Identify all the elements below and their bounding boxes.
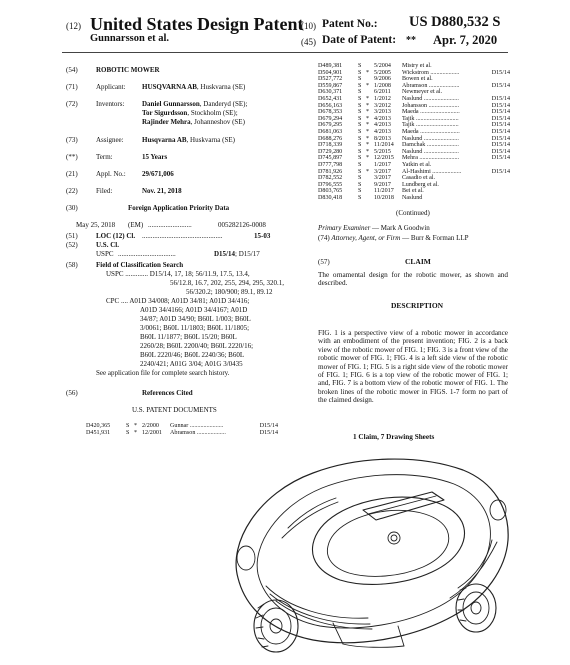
term-value: 15 Years [142,153,168,161]
code-56: (56) [66,389,78,397]
code-71: (71) [66,83,78,91]
inventor-2: Tor Sigurdsson, Stockholm (SE); [142,109,238,117]
patent-date: Apr. 7, 2020 [433,33,498,47]
ref-row: D796,555 S 9/2017 Lundberg et al. [318,181,439,188]
code-58: (58) [66,261,78,269]
patent-type: United States Design Patent [90,14,304,34]
loc-dots: .............................................. [142,232,223,240]
priority-office: (EM) [128,221,144,229]
ref-row: D679,295 S * 4/2013 Tajik ............................ D15/14 [318,122,510,129]
search-line-11: 2240/421; A01G 3/04; A01G 3/0435 [140,360,243,368]
search-line-7: 3/0061; B60L 11/1803; B60L 11/1805; [140,324,250,332]
ref-row: D681,063 S * 4/2013 Maeda .......................... D15/14 [318,128,510,135]
header-rule [62,52,508,53]
attorney-name: — Burr & Forman LLP [400,234,469,242]
search-line-8: B60L 11/1877; B60L 15/20; B60L [140,333,237,341]
ref-row: D781,926 S * 3/2017 Al-Hashimi ................... D15/14 [318,168,510,175]
ref-row: D830,418 S 10/2018 Naslund [318,194,423,201]
date-label: Date of Patent: [322,34,397,46]
ref-row: D782,552 S 3/2017 Casadio et al. [318,175,435,182]
search-line-2: 56/12.8, 16.7, 202, 255, 294, 295, 320.1, [170,279,284,287]
search-line-9: 2260/28; B60L 2200/40; B60L 2220/16; [140,342,254,350]
appl-no-value: 29/671,006 [142,170,174,178]
code-30: (30) [66,204,78,212]
term-label: Term: [96,153,113,161]
code-45: (45) [301,37,316,47]
inventors-label: Inventors: [96,100,125,108]
ref-row: D489,381 S 5/2004 Mistry et al. [318,63,432,69]
ref-row: D803,765 S 11/2017 Bei et al. [318,188,424,195]
priority-title: Foreign Application Priority Data [128,204,230,212]
ref-row: D718,339 S * 11/2014 Damchak ..................... D15/14 [318,142,510,149]
applicant-label: Applicant: [96,83,126,91]
claim-count: 1 Claim, 7 Drawing Sheets [353,433,435,441]
ref-row: D559,867 S * 1/2008 Abramson .................... D15/14 [318,82,510,89]
uspc-dots: ................................. [118,250,176,258]
search-line-12: See application file for complete search history. [96,369,230,377]
search-line-10: B60L 2220/46; B60L 2240/36; B60L [140,351,245,359]
us-docs-title: U.S. PATENT DOCUMENTS [132,406,217,414]
inventor-1: Daniel Gunnarsson, Danderyd (SE); [142,100,248,108]
applicant-name: HUSQVARNA AB [142,83,197,91]
title-field: ROBOTIC MOWER [96,66,160,74]
claim-title: CLAIM [405,257,431,266]
ref-row: D451,931 S * 12/2001 Abramson ................... D15/14 [86,430,278,436]
right-refs-list [318,63,510,201]
continued-note: (Continued) [396,209,430,217]
code-22: (22) [66,187,78,195]
code-52: (52) [66,241,78,249]
applicant [142,83,245,91]
applicant-loc: , Huskvarna (SE) [196,83,246,91]
robotic-mower-drawing [218,448,518,660]
ref-row: D745,897 S * 12/2015 Mehra .......................... D15/14 [318,155,510,162]
filed-value: Nov. 21, 2018 [142,187,182,195]
assignee-label: Assignee: [96,136,124,144]
claim-text: The ornamental design for the robotic mower, as shown and described. [318,271,508,288]
refs-title: References Cited [142,389,193,397]
ref-row: D527,772 S 9/2006 Bowen et al. [318,76,433,83]
search-line-3: 56/320.2; 180/900; 89.1, 89.12 [186,288,273,296]
description-text: FIG. 1 is a perspective view of a robotic mower in accordance with an embodiment of the present invention; FIG. 2 is a back view of the robotic mower of FIG. 1; FIG. 3 is a front view of the robotic mower of FIG. 1; FIG. 4 is a left side view of the robotic mower of FIG. 1; FIG. 5 is a right side view of the robotic mower of FIG. 1; FIG. 6 is a top view of the robotic mower of FIG. 1; and, FIG. 7 is a bottom view of the robotic mower of FIG. 1. The broken lines of the robotic mower in FIGS. 1-7 form no part of the claimed design. [318,329,508,405]
description-title: DESCRIPTION [391,301,444,310]
examiner-name: — Mark A Goodwin [370,224,430,232]
ref-row: D679,294 S * 4/2013 Tajik ............................ D15/14 [318,115,510,122]
search-title: Field of Classification Search [96,261,184,269]
code-12: (12) [66,21,81,31]
patent-number: US D880,532 S [409,14,501,30]
code-72: (72) [66,100,78,108]
ref-row: D678,353 S * 3/2013 Maeda .......................... D15/14 [318,109,510,116]
ref-row: D630,371 S 6/2011 Newmeyer et al. [318,89,443,96]
uscl-label: U.S. Cl. [96,241,119,249]
search-line-5: A01D 34/4166; A01D 34/4167; A01D [140,306,248,314]
uspc-extra: ; D15/17 [235,250,260,258]
code-10: (10) [301,21,316,31]
uspc-label: USPC [96,250,114,258]
ref-row: D652,431 S * 1/2012 Naslund ....................... D15/14 [318,95,510,102]
examiner-label: Primary Examiner [318,224,371,232]
search-line-1: USPC ............. D15/14, 17, 18; 56/11.9, 17.5, 13.4, [106,270,250,278]
ref-row: D729,280 S * 5/2015 Naslund ....................... D15/14 [318,148,510,155]
ref-row: D777,798 S 1/2017 Yatkin et al. [318,161,432,168]
code-73: (73) [66,136,78,144]
uspc-value: D15/14 [214,250,235,258]
code-74: (74) [318,234,330,242]
search-line-6: 34/87; A01D 34/90; B60L 1/003; B60L [140,315,251,323]
code-21: (21) [66,170,78,178]
inventor-3: Rajinder Mehra, Johanneshov (SE) [142,118,245,126]
ref-row: D420,365 S * 2/2000 Gunnar ...................... D15/14 [86,423,278,429]
code-57: (57) [318,258,330,266]
code-51: (51) [66,232,78,240]
appl-no-label: Appl. No.: [96,170,126,178]
priority-number: 005282126-0008 [218,221,266,229]
priority-date: May 25, 2018 [76,221,116,229]
loc-value: 15-03 [254,232,271,240]
code-term: (**) [66,153,78,161]
search-line-4: CPC .... A01D 34/008; A01D 34/81; A01D 34/416; [106,297,250,305]
date-stars: ** [406,35,416,46]
ref-row: D688,276 S * 8/2013 Naslund ....................... D15/14 [318,135,510,142]
patent-no-label: Patent No.: [322,18,378,30]
loc-label: LOC (12) Cl. [96,232,136,240]
ref-row: D656,163 S * 3/2012 Johansson .................... D15/14 [318,102,510,109]
priority-dots: ......................... [148,221,192,229]
filed-label: Filed: [96,187,113,195]
assignee: Husqvarna AB, Huskvarna (SE) [142,136,235,144]
attorney-label: Attorney, Agent, or Firm [331,234,401,242]
code-54: (54) [66,66,78,74]
ref-row: D504,901 S * 5/2005 Wickstrom ................... D15/14 [318,69,510,76]
inventor-short: Gunnarsson et al. [90,33,170,44]
